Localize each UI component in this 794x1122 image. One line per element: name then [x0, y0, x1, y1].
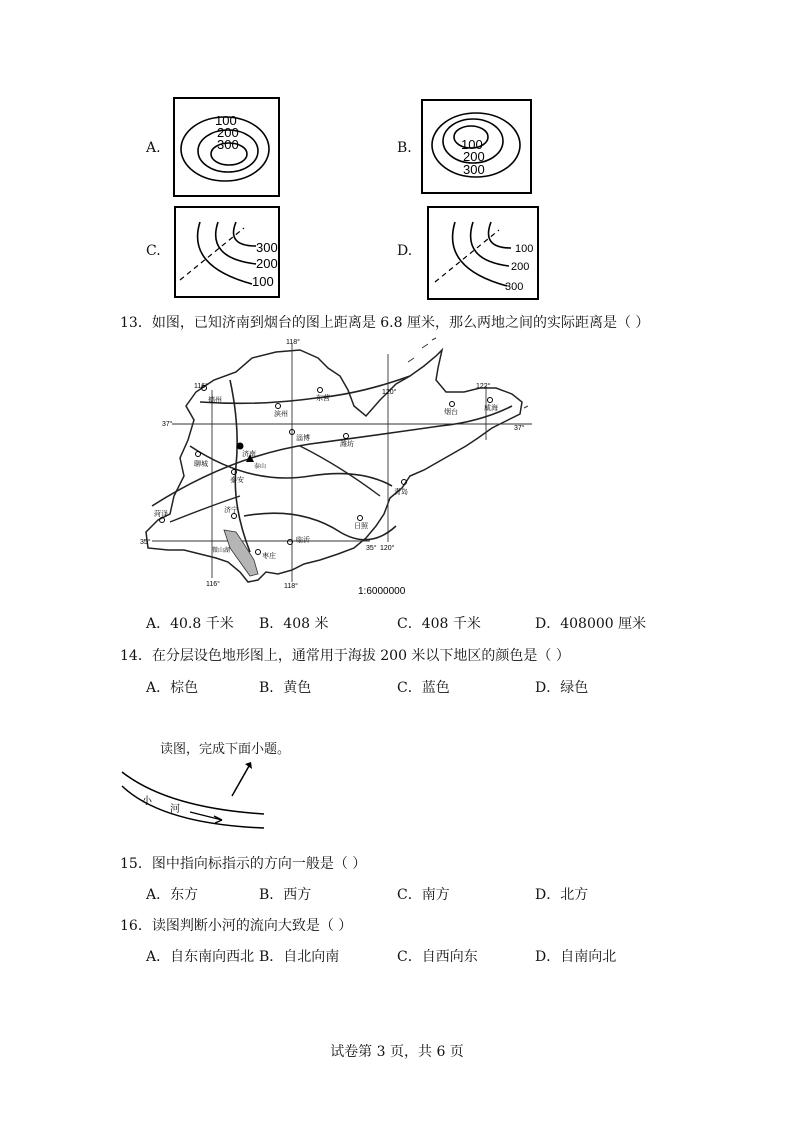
q16-option-d[interactable]: D．自南向北 [535, 949, 617, 965]
map-lon-118-bottom: 118° [284, 583, 298, 590]
map-lon-122-top: 122° [476, 383, 491, 390]
q13-option-b[interactable]: B．408 米 [259, 616, 329, 632]
map-lon-120-top: 120° [382, 389, 397, 396]
map-city-binzhou: 滨州 [274, 411, 288, 418]
q12c-label-3: 100 [252, 274, 274, 289]
q12-option-a-letter: A. [146, 140, 161, 156]
q15-option-c[interactable]: C．南方 [397, 887, 450, 903]
q14-option-a[interactable]: A．棕色 [146, 680, 199, 696]
q12-option-a-diagram [173, 97, 280, 197]
map-scale: 1:6000000 [358, 586, 406, 597]
q15-stem: 15．图中指向标指示的方向一般是（ ） [120, 856, 367, 872]
q14-stem: 14．在分层设色地形图上，通常用于海拔 200 米以下地区的颜色是（ ） [120, 648, 570, 664]
q12a-label-1: 100 [215, 113, 237, 128]
map-lon-116-bottom: 116° [206, 581, 220, 588]
map-city-linyi: 临沂 [296, 537, 310, 544]
map-city-weihai: 威海 [484, 405, 498, 412]
map-city-rizhao: 日照 [354, 523, 368, 530]
q12-option-d-diagram [427, 206, 539, 300]
q13-stem: 13．如图，已知济南到烟台的图上距离是 6.8 厘米，那么两地之间的实际距离是（ ） [120, 315, 650, 331]
map-lon-116-top: 116° [194, 383, 208, 390]
q12-option-b-diagram [421, 99, 532, 194]
river-label-1: 小 [142, 796, 152, 807]
map-city-weifang: 潍坊 [340, 441, 354, 448]
q12-option-b-letter: B. [397, 140, 412, 156]
q13-option-d[interactable]: D．408000 厘米 [535, 616, 647, 632]
q12-option-c-letter: C. [146, 243, 161, 259]
map-lat-37-left: 37° [162, 421, 173, 428]
q13-option-c[interactable]: C．408 千米 [397, 616, 481, 632]
map-lat-35-right: 35° [366, 545, 377, 552]
q16-stem: 16．读图判断小河的流向大致是（ ） [120, 918, 353, 934]
map-lat-35-left: 35° [140, 539, 151, 546]
q13-option-a[interactable]: A．40.8 千米 [146, 616, 234, 632]
map-city-taishan: 泰山 [254, 464, 267, 470]
map-city-dezhou: 德州 [208, 397, 222, 404]
q15-option-b[interactable]: B．西方 [259, 887, 312, 903]
map-city-zaozhuang: 枣庄 [262, 553, 276, 560]
shandong-map [140, 336, 540, 600]
q12b-label-1: 100 [461, 137, 483, 152]
q16-option-a[interactable]: A．自东南向西北 [146, 949, 255, 965]
map-city-jining: 济宁 [224, 507, 238, 514]
q12d-label-3: 300 [505, 281, 524, 293]
q12b-label-3: 300 [463, 162, 485, 177]
q14-option-d[interactable]: D．绿色 [535, 680, 589, 696]
reading-intro: 读图，完成下面小题。 [160, 742, 291, 757]
q14-option-c[interactable]: C．蓝色 [397, 680, 450, 696]
q14-option-b[interactable]: B．黄色 [259, 680, 312, 696]
q12c-label-1: 300 [256, 240, 278, 255]
map-lake-weishan: 微山湖 [212, 548, 231, 554]
map-city-zibo: 淄博 [296, 435, 310, 442]
map-city-heze: 菏泽 [154, 511, 168, 518]
q12c-label-2: 200 [256, 256, 278, 271]
q12-option-d-letter: D. [397, 243, 413, 259]
river-label-2: 河 [170, 804, 180, 815]
map-city-jinan: 济南 [242, 451, 256, 458]
q12a-label-2: 200 [217, 125, 239, 140]
q12b-label-2: 200 [463, 149, 485, 164]
q12d-label-2: 200 [511, 261, 530, 273]
map-lon-120-bottom: 120° [380, 545, 395, 552]
map-city-liaocheng: 聊城 [194, 461, 208, 468]
q12-option-c-diagram [174, 206, 280, 298]
map-city-yantai: 烟台 [444, 409, 458, 416]
map-lon-118-top: 118° [286, 339, 300, 346]
q15-option-d[interactable]: D．北方 [535, 887, 589, 903]
page-footer: 试卷第 3 页，共 6 页 [330, 1044, 464, 1060]
map-city-taian: 泰安 [230, 477, 244, 484]
q12d-label-1: 100 [515, 243, 534, 255]
map-city-dongying: 东营 [316, 395, 330, 402]
river-figure [118, 762, 268, 830]
map-lat-37-right: 37° [514, 425, 525, 432]
map-city-qingdao: 青岛 [394, 489, 408, 496]
q12a-label-3: 300 [217, 137, 239, 152]
q16-option-b[interactable]: B．自北向南 [259, 949, 340, 965]
q15-option-a[interactable]: A．东方 [146, 887, 199, 903]
q16-option-c[interactable]: C．自西向东 [397, 949, 478, 965]
